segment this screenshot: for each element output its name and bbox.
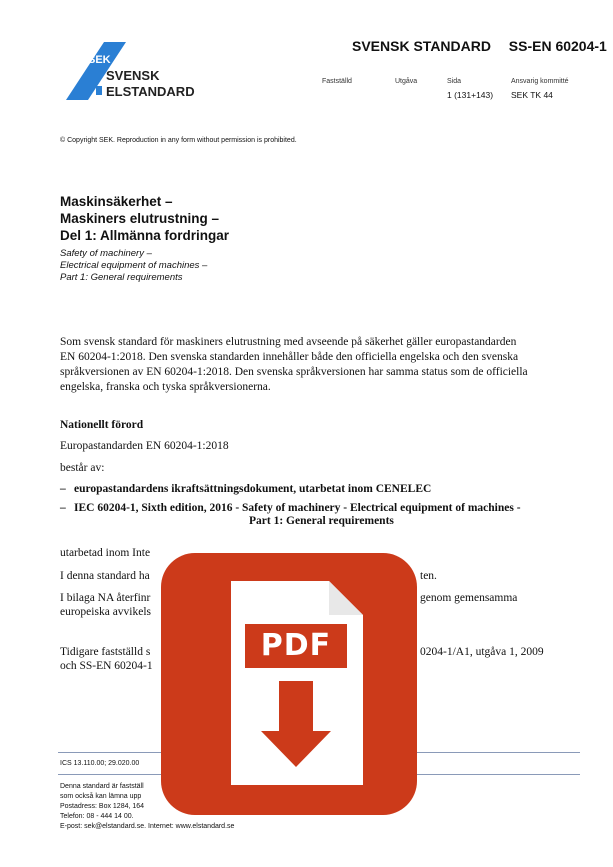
intro-line-2: EN 60204-1:2018. Den svenska standarden innehåller både den officiella engelska och den svenska xyxy=(60,351,519,363)
meta-label-sida: Sida xyxy=(447,78,462,85)
body-left-6: och SS-EN 60204-1 xyxy=(60,660,153,672)
bullet-marker-1: – xyxy=(60,483,66,495)
footer-line-4: Telefon: 08 - 444 14 00. xyxy=(60,813,134,820)
meta-label-utgåva: Utgåva xyxy=(395,78,418,85)
footer-line-2: som också kan lämna upp xyxy=(60,793,142,800)
meta-value-sida: 1 (131+143) xyxy=(447,90,494,100)
body-right-2: genom gemensamma xyxy=(420,592,518,604)
standard-label: SVENSK STANDARD xyxy=(352,38,491,54)
intro-line-4: engelska, franska och tyska språkversionerna. xyxy=(60,381,271,393)
copyright-notice: © Copyright SEK. Reproduction in any form without permission is prohibited. xyxy=(60,137,297,144)
intro-line-1: Som svensk standard för maskiners elutrustning med avseende på säkerhet gäller europastandarden xyxy=(60,336,517,348)
body-left-4: europeiska avvikels xyxy=(60,606,152,618)
sek-logo xyxy=(66,42,195,102)
body-left-3: I bilaga NA återfinr xyxy=(60,592,151,604)
title-en-line-2: Electrical equipment of machines – xyxy=(60,260,208,271)
body-left-2: I denna standard ha xyxy=(60,570,150,582)
body-right-1: ten. xyxy=(420,570,437,582)
body-right-3: 0204-1/A1, utgåva 1, 2009 xyxy=(420,646,544,658)
bullet-text-2: IEC 60204-1, Sixth edition, 2016 - Safety of machinery - Electrical equipment of machines - xyxy=(74,502,521,514)
foreword-line-1: Europastandarden EN 60204-1:2018 xyxy=(60,440,229,452)
foreword-line-2: består av: xyxy=(60,462,105,474)
logo-elstandard-text: ELSTANDARD xyxy=(106,84,195,99)
logo-svensk-text: SVENSK xyxy=(106,68,160,83)
logo-sek-text: SEK xyxy=(88,54,111,66)
intro-line-3: språkversionen av EN 60204-1:2018. Den svenska språkversionen har samma status som de officiella xyxy=(60,366,528,378)
pdf-label: PDF xyxy=(260,628,332,663)
pdf-icon-graphic xyxy=(161,553,417,815)
footer-line-1: Denna standard är fastställ xyxy=(60,783,144,790)
title-sv-line-3: Del 1: Allmänna fordringar xyxy=(60,228,230,243)
ics-codes: ICS 13.110.00; 29.020.00 xyxy=(60,760,140,767)
bullet-text-1: europastandardens ikraftsättningsdokument, utarbetat inom CENELEC xyxy=(74,483,432,495)
title-en-line-3: Part 1: General requirements xyxy=(60,272,183,283)
footer-line-5: E-post: sek@elstandard.se. Internet: www.elstandard.se xyxy=(60,823,235,830)
meta-label-kommitte: Ansvarig kommitté xyxy=(511,78,569,85)
standard-header xyxy=(352,38,607,54)
standard-number: SS-EN 60204-1 xyxy=(508,38,607,54)
bullet-text-2-cont: Part 1: General requirements xyxy=(249,515,394,527)
footer-line-3: Postadress: Box 1284, 164 xyxy=(60,803,145,810)
meta-label-fastställd: Fastställd xyxy=(322,78,352,85)
title-sv-line-2: Maskiners elutrustning – xyxy=(60,211,220,226)
title-sv-line-1: Maskinsäkerhet – xyxy=(60,194,173,209)
bullet-marker-2: – xyxy=(60,502,66,514)
foreword-heading: Nationellt förord xyxy=(60,419,144,431)
body-left-1: utarbetad inom Inte xyxy=(60,547,151,559)
title-en-line-1: Safety of machinery – xyxy=(60,248,152,259)
body-left-5: Tidigare fastställd s xyxy=(60,646,151,658)
meta-value-kommitte: SEK TK 44 xyxy=(511,90,553,100)
pdf-download-icon[interactable] xyxy=(161,553,417,815)
